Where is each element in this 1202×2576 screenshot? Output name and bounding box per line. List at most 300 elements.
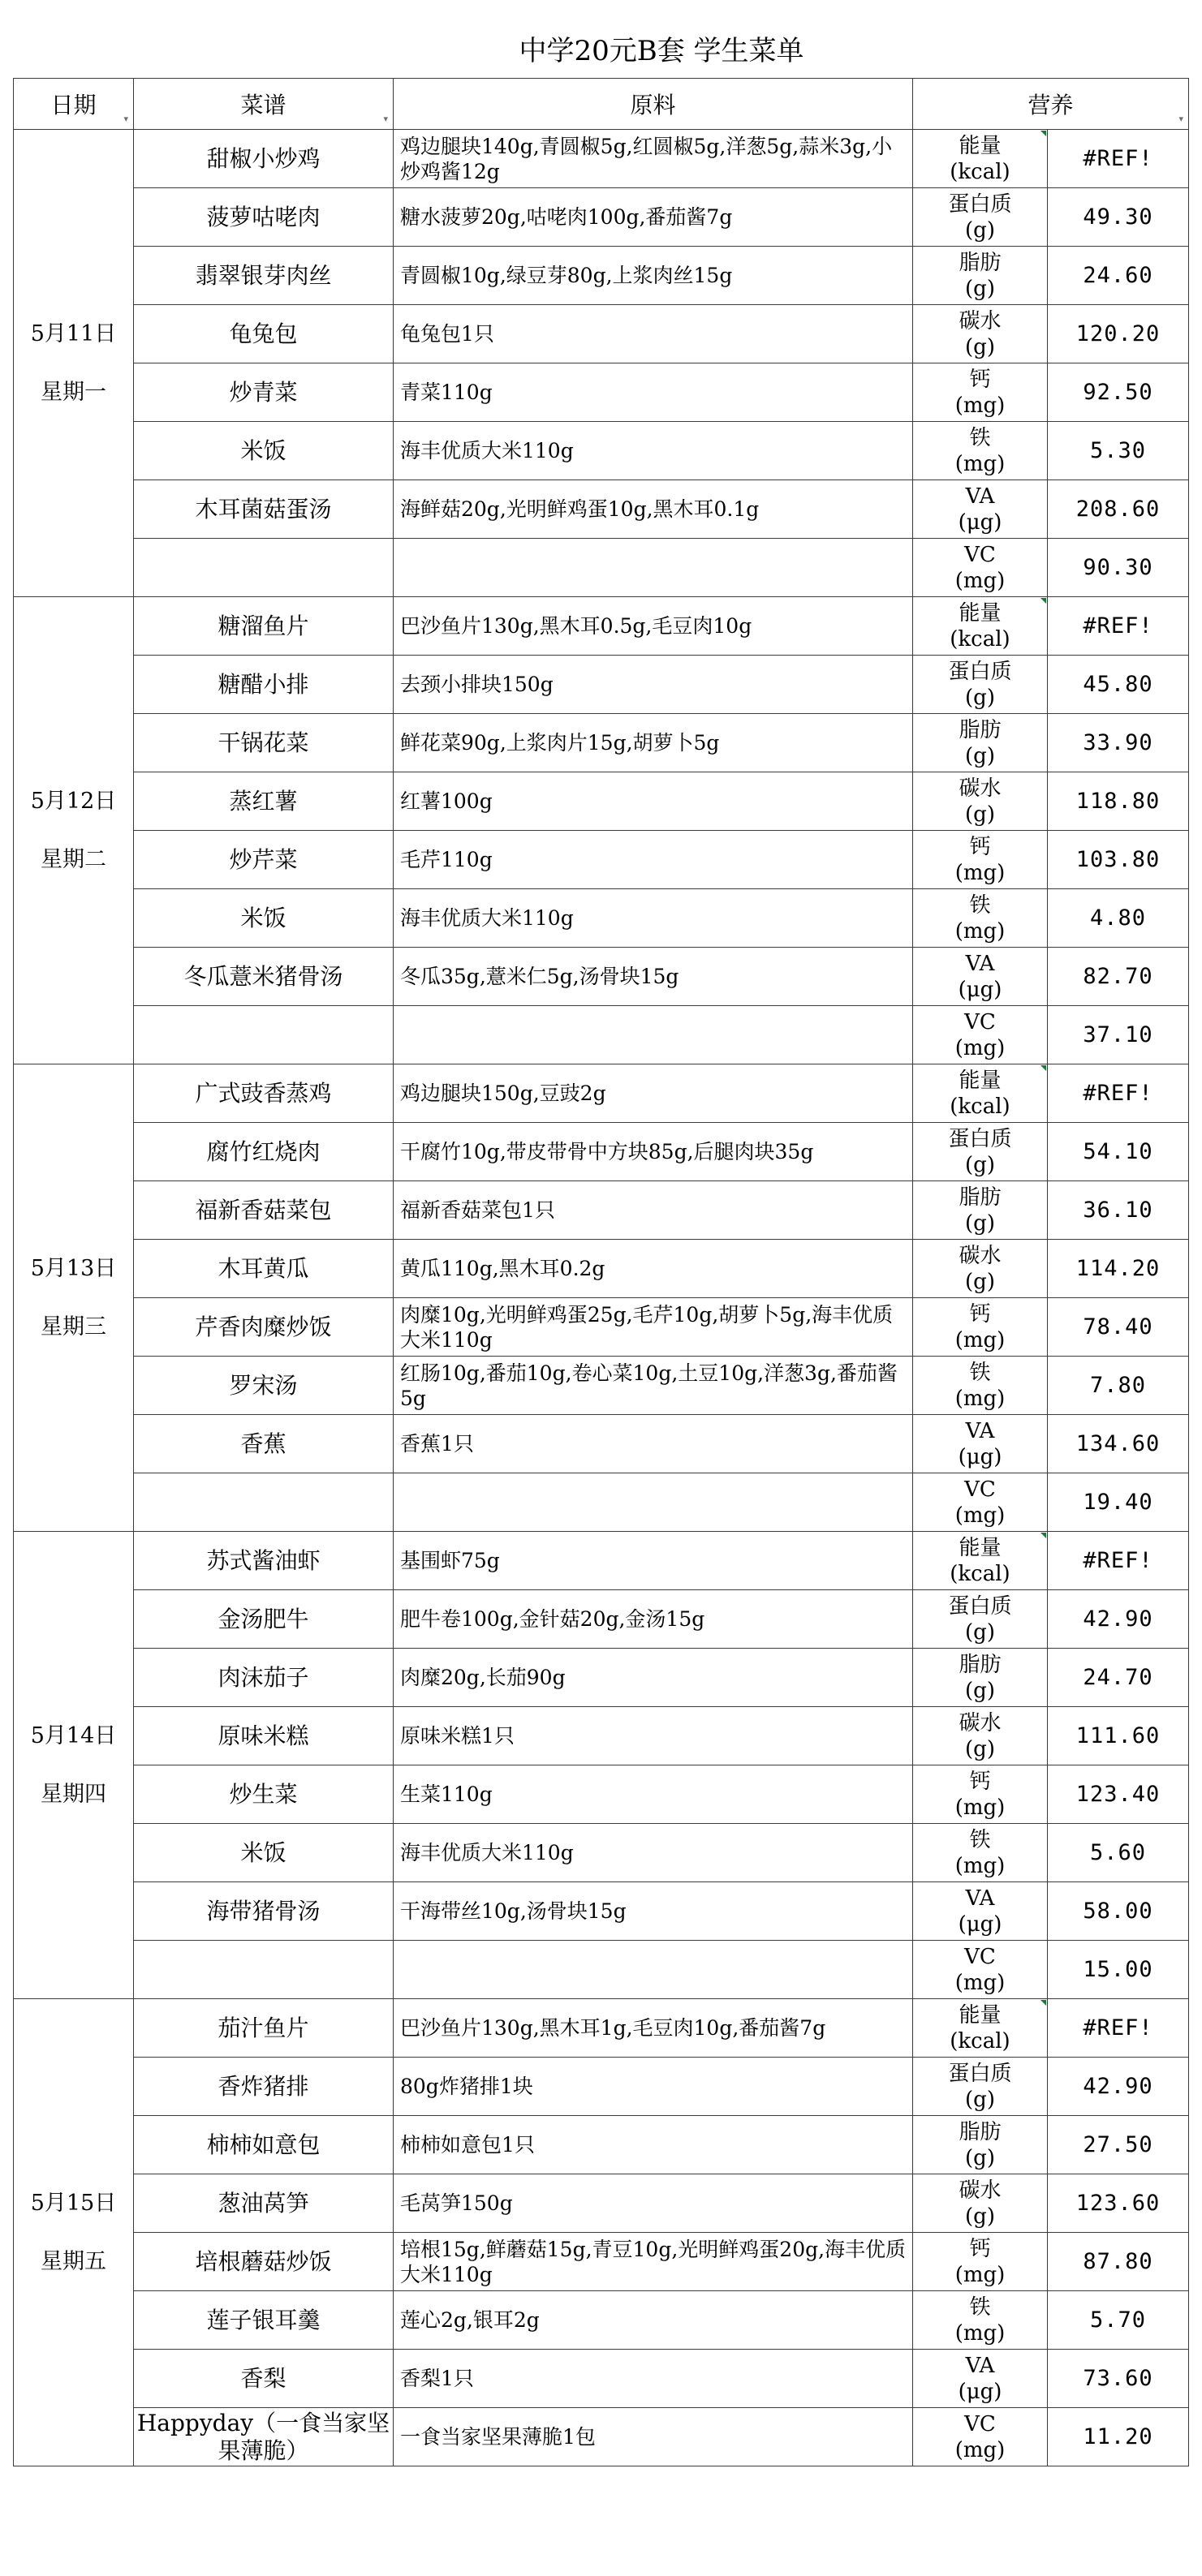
table-row — [14, 363, 1189, 422]
nutrient-value-cell[interactable]: 15.00 — [1048, 1941, 1189, 1999]
table-row — [14, 1181, 1189, 1240]
nutrient-value-cell[interactable]: 118.80 — [1048, 772, 1189, 831]
nutrient-name: 钙 — [969, 367, 991, 392]
ingredients-cell[interactable]: 青圆椒10g,绿豆芽80g,上浆肉丝15g — [394, 247, 913, 305]
ingredients-cell[interactable]: 海丰优质大米110g — [394, 422, 913, 480]
nutrient-name-cell[interactable] — [913, 2291, 1048, 2350]
nutrient-unit: (mg) — [954, 860, 1006, 885]
filter-dropdown-icon[interactable]: ▾ — [383, 114, 388, 124]
header-row — [14, 79, 1189, 130]
dish-cell[interactable]: 龟兔包 — [134, 305, 394, 363]
nutrient-value-cell[interactable]: 42.90 — [1048, 1590, 1189, 1649]
nutrient-unit: (mg) — [954, 451, 1006, 476]
nutrient-name-cell[interactable] — [913, 1006, 1048, 1064]
ingredients-cell[interactable]: 毛莴笋150g — [394, 2174, 913, 2233]
nutrient-name: 碳水 — [959, 308, 1002, 333]
dish-cell[interactable]: 肉沫茄子 — [134, 1649, 394, 1707]
nutrient-name: 能量 — [959, 1535, 1002, 1560]
ingredients-cell[interactable]: 培根15g,鲜蘑菇15g,青豆10g,光明鲜鸡蛋20g,海丰优质大米110g — [394, 2233, 913, 2291]
nutrient-name: 钙 — [969, 834, 991, 859]
ingredients-cell[interactable]: 鲜花菜90g,上浆肉片15g,胡萝卜5g — [394, 714, 913, 772]
ingredients-cell[interactable]: 福新香菇菜包1只 — [394, 1181, 913, 1240]
nutrient-name-cell[interactable] — [913, 130, 1048, 188]
ingredients-cell[interactable] — [394, 1006, 913, 1064]
nutrient-unit: (g) — [965, 1619, 995, 1645]
nutrient-name: 蛋白质 — [948, 659, 1012, 684]
dish-cell[interactable]: 木耳菌菇蛋汤 — [134, 480, 394, 539]
ingredients-cell[interactable]: 海丰优质大米110g — [394, 1824, 913, 1882]
comment-indicator-icon[interactable] — [1040, 1533, 1046, 1538]
nutrient-value-cell[interactable]: #REF! — [1048, 1064, 1189, 1123]
dish-cell[interactable]: 糖醋小排 — [134, 656, 394, 714]
nutrient-name-cell[interactable] — [913, 1532, 1048, 1590]
nutrient-unit: (g) — [965, 2087, 995, 2112]
nutrient-name: VC — [964, 1944, 996, 1969]
date-cell[interactable] — [14, 130, 134, 597]
nutrient-name: VC — [964, 1009, 996, 1034]
ingredients-cell[interactable]: 海鲜菇20g,光明鲜鸡蛋10g,黑木耳0.1g — [394, 480, 913, 539]
table-row — [14, 2233, 1189, 2291]
nutrient-name: 碳水 — [959, 1243, 1002, 1268]
nutrient-unit: (kcal) — [950, 1561, 1010, 1586]
header-nutrition-label: 营养 — [1028, 92, 1074, 118]
dish-cell[interactable]: 木耳黄瓜 — [134, 1240, 394, 1298]
ingredients-cell[interactable]: 干腐竹10g,带皮带骨中方块85g,后腿肉块35g — [394, 1123, 913, 1181]
nutrient-name: VC — [964, 542, 996, 567]
weekday-label: 星期四 — [41, 1781, 106, 1807]
nutrient-unit: (mg) — [954, 568, 1006, 593]
ingredients-cell[interactable]: 龟兔包1只 — [394, 305, 913, 363]
nutrient-value-cell[interactable]: 49.30 — [1048, 188, 1189, 247]
nutrient-value-cell[interactable]: 19.40 — [1048, 1473, 1189, 1532]
nutrient-name: 能量 — [959, 2002, 1002, 2028]
ingredients-cell[interactable] — [394, 539, 913, 597]
nutrient-unit: (kcal) — [950, 1094, 1010, 1119]
nutrient-name-cell[interactable] — [913, 714, 1048, 772]
table-row — [14, 188, 1189, 247]
nutrient-value-cell[interactable]: #REF! — [1048, 597, 1189, 656]
nutrient-value-cell[interactable]: 111.60 — [1048, 1707, 1189, 1765]
ingredients-cell[interactable]: 莲心2g,银耳2g — [394, 2291, 913, 2350]
dish-cell[interactable]: 炒芹菜 — [134, 831, 394, 889]
dish-cell[interactable]: 翡翠银芽肉丝 — [134, 247, 394, 305]
dish-cell[interactable]: 米饭 — [134, 1824, 394, 1882]
dish-cell[interactable]: 原味米糕 — [134, 1707, 394, 1765]
ingredients-cell[interactable] — [394, 1473, 913, 1532]
ingredients-cell[interactable]: 冬瓜35g,薏米仁5g,汤骨块15g — [394, 948, 913, 1006]
nutrient-name: 蛋白质 — [948, 1126, 1012, 1151]
dish-cell[interactable]: 菠萝咕咾肉 — [134, 188, 394, 247]
table-row — [14, 1532, 1189, 1590]
nutrient-value-cell[interactable]: #REF! — [1048, 1999, 1189, 2058]
ingredients-cell[interactable]: 海丰优质大米110g — [394, 889, 913, 948]
nutrient-name-cell[interactable] — [913, 1181, 1048, 1240]
nutrient-value-cell[interactable]: 36.10 — [1048, 1181, 1189, 1240]
header-dish[interactable] — [134, 79, 394, 130]
nutrient-unit: (g) — [965, 1736, 995, 1761]
dish-cell[interactable]: 干锅花菜 — [134, 714, 394, 772]
nutrient-value-cell[interactable]: 134.60 — [1048, 1415, 1189, 1473]
nutrient-name-cell[interactable] — [913, 831, 1048, 889]
nutrient-name-cell[interactable] — [913, 422, 1048, 480]
dish-cell[interactable]: Happyday（一食当家坚果薄脆） — [134, 2408, 394, 2466]
dish-cell[interactable]: 金汤肥牛 — [134, 1590, 394, 1649]
comment-indicator-icon[interactable] — [1040, 598, 1046, 604]
ingredients-cell[interactable]: 柿柿如意包1只 — [394, 2116, 913, 2174]
nutrient-name-cell[interactable] — [913, 539, 1048, 597]
dish-cell[interactable] — [134, 1941, 394, 1999]
dish-cell[interactable]: 米饭 — [134, 422, 394, 480]
date-cell[interactable] — [14, 1532, 134, 1999]
table-row — [14, 889, 1189, 948]
table-row — [14, 2174, 1189, 2233]
nutrient-name: 铁 — [969, 425, 991, 450]
nutrient-name-cell[interactable] — [913, 188, 1048, 247]
ingredients-cell[interactable]: 毛芹110g — [394, 831, 913, 889]
ingredients-cell[interactable]: 红肠10g,番茄10g,卷心菜10g,土豆10g,洋葱3g,番茄酱5g — [394, 1357, 913, 1415]
weekday-label: 星期五 — [41, 2248, 106, 2274]
nutrient-unit: (mg) — [954, 2437, 1006, 2462]
ingredients-cell[interactable]: 青菜110g — [394, 363, 913, 422]
nutrient-name: 钙 — [969, 2236, 991, 2261]
nutrient-value-cell[interactable]: 58.00 — [1048, 1882, 1189, 1941]
dish-cell[interactable]: 香梨 — [134, 2350, 394, 2408]
nutrient-name: 钙 — [969, 1301, 991, 1327]
nutrient-unit: (g) — [965, 2204, 995, 2229]
table-row — [14, 539, 1189, 597]
nutrient-value-cell[interactable]: 37.10 — [1048, 1006, 1189, 1064]
nutrient-unit: (mg) — [954, 393, 1006, 418]
dish-cell[interactable]: 苏式酱油虾 — [134, 1532, 394, 1590]
nutrient-name-cell[interactable] — [913, 247, 1048, 305]
dish-cell[interactable] — [134, 1006, 394, 1064]
nutrient-value-cell[interactable]: 54.10 — [1048, 1123, 1189, 1181]
nutrient-value-cell[interactable]: #REF! — [1048, 1532, 1189, 1590]
dish-cell[interactable]: 罗宋汤 — [134, 1357, 394, 1415]
nutrient-name: VC — [964, 1477, 996, 1502]
table-row — [14, 1824, 1189, 1882]
ingredients-cell[interactable]: 去颈小排块150g — [394, 656, 913, 714]
nutrient-value-cell[interactable]: 24.60 — [1048, 247, 1189, 305]
header-date[interactable] — [14, 79, 134, 130]
nutrient-name: 能量 — [959, 1068, 1002, 1093]
nutrient-value-cell[interactable]: #REF! — [1048, 130, 1189, 188]
nutrient-unit: (g) — [965, 217, 995, 243]
nutrient-unit: (g) — [965, 685, 995, 710]
table-row — [14, 1882, 1189, 1941]
nutrient-name: VA — [965, 2353, 995, 2378]
nutrient-name: 铁 — [969, 1360, 991, 1385]
ingredients-cell[interactable]: 80g炸猪排1块 — [394, 2058, 913, 2116]
dish-cell[interactable]: 福新香菇菜包 — [134, 1181, 394, 1240]
ingredients-cell[interactable]: 原味米糕1只 — [394, 1707, 913, 1765]
menu-body — [14, 130, 1189, 2466]
nutrient-name: 铁 — [969, 1827, 991, 1852]
table-row — [14, 1765, 1189, 1824]
dish-cell[interactable]: 糖溜鱼片 — [134, 597, 394, 656]
nutrient-name-cell[interactable] — [913, 1999, 1048, 2058]
nutrient-name: 脂肪 — [959, 2119, 1002, 2144]
ingredients-cell[interactable]: 香梨1只 — [394, 2350, 913, 2408]
table-row — [14, 480, 1189, 539]
nutrient-name-cell[interactable] — [913, 1765, 1048, 1824]
nutrient-name-cell[interactable] — [913, 1357, 1048, 1415]
nutrient-unit: (mg) — [954, 1970, 1006, 1995]
table-row — [14, 1999, 1189, 2058]
dish-cell[interactable]: 蒸红薯 — [134, 772, 394, 831]
nutrient-value-cell[interactable]: 120.20 — [1048, 305, 1189, 363]
nutrient-unit: (mg) — [954, 1795, 1006, 1820]
nutrient-value-cell[interactable]: 123.40 — [1048, 1765, 1189, 1824]
nutrient-unit: (g) — [965, 802, 995, 827]
nutrient-unit: (mg) — [954, 918, 1006, 944]
date-cell[interactable] — [14, 1999, 134, 2466]
table-row — [14, 247, 1189, 305]
dish-cell[interactable]: 甜椒小炒鸡 — [134, 130, 394, 188]
ingredients-cell[interactable]: 黄瓜110g,黑木耳0.2g — [394, 1240, 913, 1298]
ingredients-cell[interactable]: 生菜110g — [394, 1765, 913, 1824]
nutrient-unit: (g) — [965, 1211, 995, 1236]
ingredients-cell[interactable]: 肥牛卷100g,金针菇20g,金汤15g — [394, 1590, 913, 1649]
table-row — [14, 1415, 1189, 1473]
table-row — [14, 1473, 1189, 1532]
nutrient-unit: (mg) — [954, 1035, 1006, 1060]
ingredients-cell[interactable]: 巴沙鱼片130g,黑木耳0.5g,毛豆肉10g — [394, 597, 913, 656]
nutrient-unit: (μg) — [958, 1444, 1002, 1469]
nutrient-value-cell[interactable]: 24.70 — [1048, 1649, 1189, 1707]
nutrient-value-cell[interactable]: 73.60 — [1048, 2350, 1189, 2408]
nutrient-name-cell[interactable] — [913, 1240, 1048, 1298]
nutrient-value-cell[interactable]: 208.60 — [1048, 480, 1189, 539]
dish-cell[interactable]: 腐竹红烧肉 — [134, 1123, 394, 1181]
nutrient-value-cell[interactable]: 7.80 — [1048, 1357, 1189, 1415]
ingredients-cell[interactable]: 肉糜20g,长茄90g — [394, 1649, 913, 1707]
nutrient-name: VA — [965, 484, 995, 509]
nutrient-value-cell[interactable]: 42.90 — [1048, 2058, 1189, 2116]
nutrient-unit: (kcal) — [950, 159, 1010, 184]
header-ingredients[interactable] — [394, 79, 913, 130]
weekday-label: 星期二 — [41, 846, 106, 872]
nutrient-unit: (mg) — [954, 1503, 1006, 1528]
table-row — [14, 305, 1189, 363]
dish-cell[interactable]: 莲子银耳羹 — [134, 2291, 394, 2350]
dish-cell[interactable]: 炒青菜 — [134, 363, 394, 422]
nutrient-name: 脂肪 — [959, 1185, 1002, 1210]
dish-cell[interactable]: 培根蘑菇炒饭 — [134, 2233, 394, 2291]
dish-cell[interactable]: 香蕉 — [134, 1415, 394, 1473]
nutrient-value-cell[interactable]: 114.20 — [1048, 1240, 1189, 1298]
dish-cell[interactable] — [134, 539, 394, 597]
ingredients-cell[interactable]: 鸡边腿块140g,青圆椒5g,红圆椒5g,洋葱5g,蒜米3g,小炒鸡酱12g — [394, 130, 913, 188]
dish-cell[interactable] — [134, 1473, 394, 1532]
comment-indicator-icon[interactable] — [1040, 2000, 1046, 2006]
nutrient-value-cell[interactable]: 33.90 — [1048, 714, 1189, 772]
nutrient-name: 碳水 — [959, 1710, 1002, 1735]
weekday-label: 星期三 — [41, 1314, 106, 1340]
nutrient-unit: (mg) — [954, 1386, 1006, 1411]
nutrient-name: 蛋白质 — [948, 2061, 1012, 2086]
nutrient-name-cell[interactable] — [913, 1707, 1048, 1765]
nutrient-name-cell[interactable] — [913, 1590, 1048, 1649]
nutrient-value-cell[interactable]: 5.70 — [1048, 2291, 1189, 2350]
nutrient-name-cell[interactable] — [913, 772, 1048, 831]
ingredients-cell[interactable]: 基围虾75g — [394, 1532, 913, 1590]
table-row — [14, 130, 1189, 188]
dish-cell[interactable]: 柿柿如意包 — [134, 2116, 394, 2174]
date-cell[interactable] — [14, 1064, 134, 1532]
nutrient-unit: (g) — [965, 1269, 995, 1294]
nutrient-name: 能量 — [959, 600, 1002, 626]
nutrient-unit: (μg) — [958, 977, 1002, 1002]
nutrient-name: 碳水 — [959, 776, 1002, 801]
nutrient-name-cell[interactable] — [913, 2233, 1048, 2291]
header-nutrition[interactable] — [913, 79, 1189, 130]
table-row — [14, 1707, 1189, 1765]
ingredients-cell[interactable]: 红薯100g — [394, 772, 913, 831]
nutrient-unit: (mg) — [954, 1853, 1006, 1878]
table-row — [14, 656, 1189, 714]
table-row — [14, 597, 1189, 656]
nutrient-name-cell[interactable] — [913, 1941, 1048, 1999]
table-row — [14, 2408, 1189, 2466]
nutrient-name-cell[interactable] — [913, 1649, 1048, 1707]
nutrient-name-cell[interactable] — [913, 480, 1048, 539]
nutrient-unit: (g) — [965, 276, 995, 301]
nutrient-value-cell[interactable]: 90.30 — [1048, 539, 1189, 597]
dish-cell[interactable]: 海带猪骨汤 — [134, 1882, 394, 1941]
ingredients-cell[interactable] — [394, 1941, 913, 1999]
ingredients-cell[interactable]: 鸡边腿块150g,豆豉2g — [394, 1064, 913, 1123]
date-label: 5月13日 — [30, 1255, 117, 1281]
nutrient-name-cell[interactable] — [913, 1824, 1048, 1882]
nutrient-name: VA — [965, 1886, 995, 1911]
nutrient-name: 蛋白质 — [948, 191, 1012, 217]
nutrient-value-cell[interactable]: 27.50 — [1048, 2116, 1189, 2174]
nutrient-name-cell[interactable] — [913, 889, 1048, 948]
ingredients-cell[interactable]: 香蕉1只 — [394, 1415, 913, 1473]
dish-cell[interactable]: 芹香肉糜炒饭 — [134, 1298, 394, 1357]
nutrient-value-cell[interactable]: 45.80 — [1048, 656, 1189, 714]
nutrient-unit: (μg) — [958, 510, 1002, 535]
nutrient-name: 钙 — [969, 1769, 991, 1794]
nutrient-unit: (kcal) — [950, 626, 1010, 652]
dish-cell[interactable]: 香炸猪排 — [134, 2058, 394, 2116]
nutrient-name: VA — [965, 1418, 995, 1443]
table-row — [14, 1649, 1189, 1707]
nutrient-name-cell[interactable] — [913, 1298, 1048, 1357]
date-label: 5月12日 — [30, 788, 117, 814]
header-date-label: 日期 — [50, 92, 97, 118]
ingredients-cell[interactable]: 一食当家坚果薄脆1包 — [394, 2408, 913, 2466]
table-row — [14, 1064, 1189, 1123]
nutrient-unit: (mg) — [954, 2262, 1006, 2287]
table-row — [14, 1240, 1189, 1298]
filter-dropdown-icon[interactable]: ▾ — [1178, 114, 1184, 124]
nutrient-value-cell[interactable]: 92.50 — [1048, 363, 1189, 422]
nutrient-name-cell[interactable] — [913, 2350, 1048, 2408]
menu-table — [13, 78, 1189, 2466]
nutrient-value-cell[interactable]: 5.30 — [1048, 422, 1189, 480]
nutrient-name-cell[interactable] — [913, 1064, 1048, 1123]
comment-indicator-icon[interactable] — [1040, 1065, 1046, 1071]
page-title: 中学20元B套 学生菜单 — [519, 34, 804, 67]
nutrient-unit: (μg) — [958, 2379, 1002, 2404]
nutrient-value-cell[interactable]: 78.40 — [1048, 1298, 1189, 1357]
dish-cell[interactable]: 米饭 — [134, 889, 394, 948]
nutrient-unit: (g) — [965, 2145, 995, 2170]
dish-cell[interactable]: 茄汁鱼片 — [134, 1999, 394, 2058]
date-cell[interactable] — [14, 597, 134, 1064]
nutrient-value-cell[interactable]: 5.60 — [1048, 1824, 1189, 1882]
dish-cell[interactable]: 炒生菜 — [134, 1765, 394, 1824]
header-dish-label: 菜谱 — [240, 92, 286, 118]
nutrient-name-cell[interactable] — [913, 1882, 1048, 1941]
nutrient-value-cell[interactable]: 11.20 — [1048, 2408, 1189, 2466]
ingredients-cell[interactable]: 巴沙鱼片130g,黑木耳1g,毛豆肉10g,番茄酱7g — [394, 1999, 913, 2058]
date-label: 5月14日 — [30, 1722, 117, 1748]
table-row — [14, 2291, 1189, 2350]
nutrient-name-cell[interactable] — [913, 305, 1048, 363]
table-row — [14, 2116, 1189, 2174]
comment-indicator-icon[interactable] — [1040, 131, 1046, 136]
nutrient-value-cell[interactable]: 82.70 — [1048, 948, 1189, 1006]
nutrient-name-cell[interactable] — [913, 1415, 1048, 1473]
dish-cell[interactable]: 广式豉香蒸鸡 — [134, 1064, 394, 1123]
table-row — [14, 772, 1189, 831]
nutrient-name-cell[interactable] — [913, 2058, 1048, 2116]
nutrient-name-cell[interactable] — [913, 948, 1048, 1006]
dish-cell[interactable]: 冬瓜薏米猪骨汤 — [134, 948, 394, 1006]
table-row — [14, 1941, 1189, 1999]
table-row — [14, 948, 1189, 1006]
ingredients-cell[interactable]: 糖水菠萝20g,咕咾肉100g,番茄酱7g — [394, 188, 913, 247]
nutrient-unit: (μg) — [958, 1912, 1002, 1937]
nutrient-name: 脂肪 — [959, 1652, 1002, 1677]
table-row — [14, 1590, 1189, 1649]
nutrient-name-cell[interactable] — [913, 1473, 1048, 1532]
nutrient-name-cell[interactable] — [913, 2116, 1048, 2174]
nutrient-value-cell[interactable]: 123.60 — [1048, 2174, 1189, 2233]
weekday-label: 星期一 — [41, 379, 106, 405]
date-label: 5月15日 — [30, 2190, 117, 2216]
nutrient-value-cell[interactable]: 87.80 — [1048, 2233, 1189, 2291]
table-row — [14, 1123, 1189, 1181]
nutrient-unit: (mg) — [954, 1327, 1006, 1353]
nutrient-unit: (g) — [965, 1152, 995, 1177]
nutrient-name-cell[interactable] — [913, 363, 1048, 422]
nutrient-value-cell[interactable]: 103.80 — [1048, 831, 1189, 889]
nutrient-unit: (kcal) — [950, 2028, 1010, 2053]
nutrient-name-cell[interactable] — [913, 1123, 1048, 1181]
nutrient-value-cell[interactable]: 4.80 — [1048, 889, 1189, 948]
table-row — [14, 422, 1189, 480]
table-row — [14, 2350, 1189, 2408]
date-label: 5月11日 — [30, 320, 117, 346]
table-row — [14, 1357, 1189, 1415]
table-row — [14, 1006, 1189, 1064]
filter-dropdown-icon[interactable]: ▾ — [123, 114, 128, 124]
nutrient-name-cell[interactable] — [913, 2408, 1048, 2466]
nutrient-name-cell[interactable] — [913, 656, 1048, 714]
ingredients-cell[interactable]: 肉糜10g,光明鲜鸡蛋25g,毛芹10g,胡萝卜5g,海丰优质大米110g — [394, 1298, 913, 1357]
nutrient-name-cell[interactable] — [913, 597, 1048, 656]
nutrient-name-cell[interactable] — [913, 2174, 1048, 2233]
nutrient-name: 铁 — [969, 892, 991, 918]
dish-cell[interactable]: 葱油莴笋 — [134, 2174, 394, 2233]
ingredients-cell[interactable]: 干海带丝10g,汤骨块15g — [394, 1882, 913, 1941]
nutrient-unit: (mg) — [954, 2320, 1006, 2346]
table-row — [14, 831, 1189, 889]
